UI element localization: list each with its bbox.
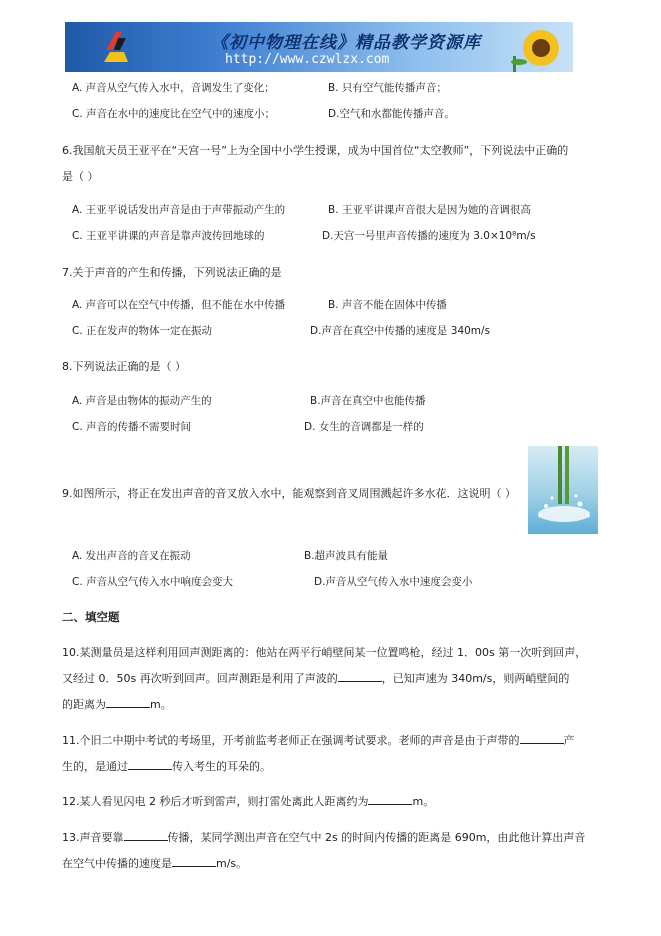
section-heading: 二、填空题 [62,610,120,624]
q6-stem-line2: 是（ ） [62,170,99,183]
q9-option-d: D.声音从空气传入水中速度会变小 [314,576,473,588]
q8-option-d: D. 女生的音调都是一样的 [304,421,424,433]
tuning-fork-icon [528,446,598,534]
q6-option-b: B. 王亚平讲课声音很大是因为她的音调很高 [328,204,531,216]
q12-blank[interactable] [368,795,412,805]
q12-text-a: 12.某人看见闪电 2 秒后才听到雷声，则打雷处离此人距离约为 [62,795,369,808]
q10-line2-text-a: 又经过 0．50s 再次听到回声。回声测距是利用了声波的 [62,672,338,685]
q10-line3 [62,696,172,712]
q11-line1-text-b: 产 [563,734,575,747]
q7-option-d: D.声音在真空中传播的速度是 340m/s [310,325,491,337]
q13-line1-text-a: 13.声音要靠 [62,831,124,844]
q6-option-c: C. 王亚平讲课的声音是靠声波传回地球的 [72,230,265,242]
q11-blank-1[interactable] [520,734,564,744]
q8-option-a: A. 声音是由物体的振动产生的 [72,395,212,407]
q10-line2-text-b: ，已知声速为 340m/s，则两峭壁间的 [381,672,570,685]
q13-blank-1[interactable] [124,831,168,841]
prev-option-d: D.空气和水都能传播声音。 [328,108,455,120]
q9-option-a: A. 发出声音的音叉在振动 [72,550,191,562]
q11-line2-text-a: 生的，是通过 [62,760,128,773]
prev-option-a: A. 声音从空气传入水中，音调发生了变化； [72,82,275,94]
q10-blank-1[interactable] [338,672,382,682]
q10-line1: 10.某测量员是这样利用回声测距离的：他站在两平行峭壁间某一位置鸣枪，经过 1．00s 第一次听到回声， [62,646,587,659]
q9-stem: 9.如图所示，将正在发出声音的音叉放入水中，能观察到音叉周围溅起许多水花．这说明（ ） [62,487,516,500]
q11-blank-2[interactable] [128,760,172,770]
q13-line2-text-a: 在空气中传播的速度是 [62,857,172,870]
q8-stem: 8.下列说法正确的是（ ） [62,360,186,373]
banner-title: 《初中物理在线》精品教学资源库 [211,33,481,53]
q7-stem: 7.关于声音的产生和传播，下列说法正确的是 [62,266,282,279]
sunflower-icon [507,26,567,72]
q10-line3-text-b: m。 [150,698,172,711]
q6-stem-line1: 6.我国航天员王亚平在“天宫一号”上为全国中小学生授课，成为中国首位“太空教师”，下列说法中正确的 [62,144,569,157]
prev-option-c: C. 声音在水中的速度比在空气中的速度小； [72,108,276,120]
q7-option-b: B. 声音不能在固体中传播 [328,299,447,311]
q10-blank-2[interactable] [106,698,150,708]
q9-option-b: B.超声波具有能量 [304,550,389,562]
prev-option-b: B. 只有空气能传播声音； [328,82,447,94]
q12-text-b: m。 [412,795,435,808]
tuning-fork-water-image [528,446,598,534]
q11-line2-text-b: 传入考生的耳朵的。 [172,760,271,773]
q11-line2 [62,758,271,774]
q8-option-c: C. 声音的传播不需要时间 [72,421,192,433]
q10-line3-text-a: 的距离为 [62,698,106,711]
q13-line1-text-b: 传播，某同学测出声音在空气中 2s 的时间内传播的距离是 690m，由此他计算出声音 [167,831,586,844]
q10-line2 [62,670,569,686]
q7-option-a: A. 声音可以在空气中传播，但不能在水中传播 [72,299,286,311]
q8-option-b: B.声音在真空中也能传播 [310,395,426,407]
q11-line1 [62,732,575,748]
q6-option-a: A. 王亚平说话发出声音是由于声带振动产生的 [72,204,286,216]
q13-line2 [62,855,247,871]
q13-blank-2[interactable] [172,857,216,867]
q13-line2-text-b: m/s。 [216,857,248,870]
q7-option-c: C. 正在发声的物体一定在振动 [72,325,213,337]
banner-url[interactable]: http://www.czwlzx.com [225,52,390,67]
q12-line [62,793,434,809]
q9-option-c: C. 声音从空气传入水中响度会变大 [72,576,234,588]
q11-line1-text-a: 11.个旧二中期中考试的考场里，开考前监考老师正在强调考试要求。老师的声音是由于声带的 [62,734,520,747]
header-banner [65,22,573,72]
q6-option-d: D.天宫一号里声音传播的速度为 3.0×10⁸m/s [322,230,536,242]
logo-icon [102,30,130,64]
q13-line1 [62,829,585,845]
